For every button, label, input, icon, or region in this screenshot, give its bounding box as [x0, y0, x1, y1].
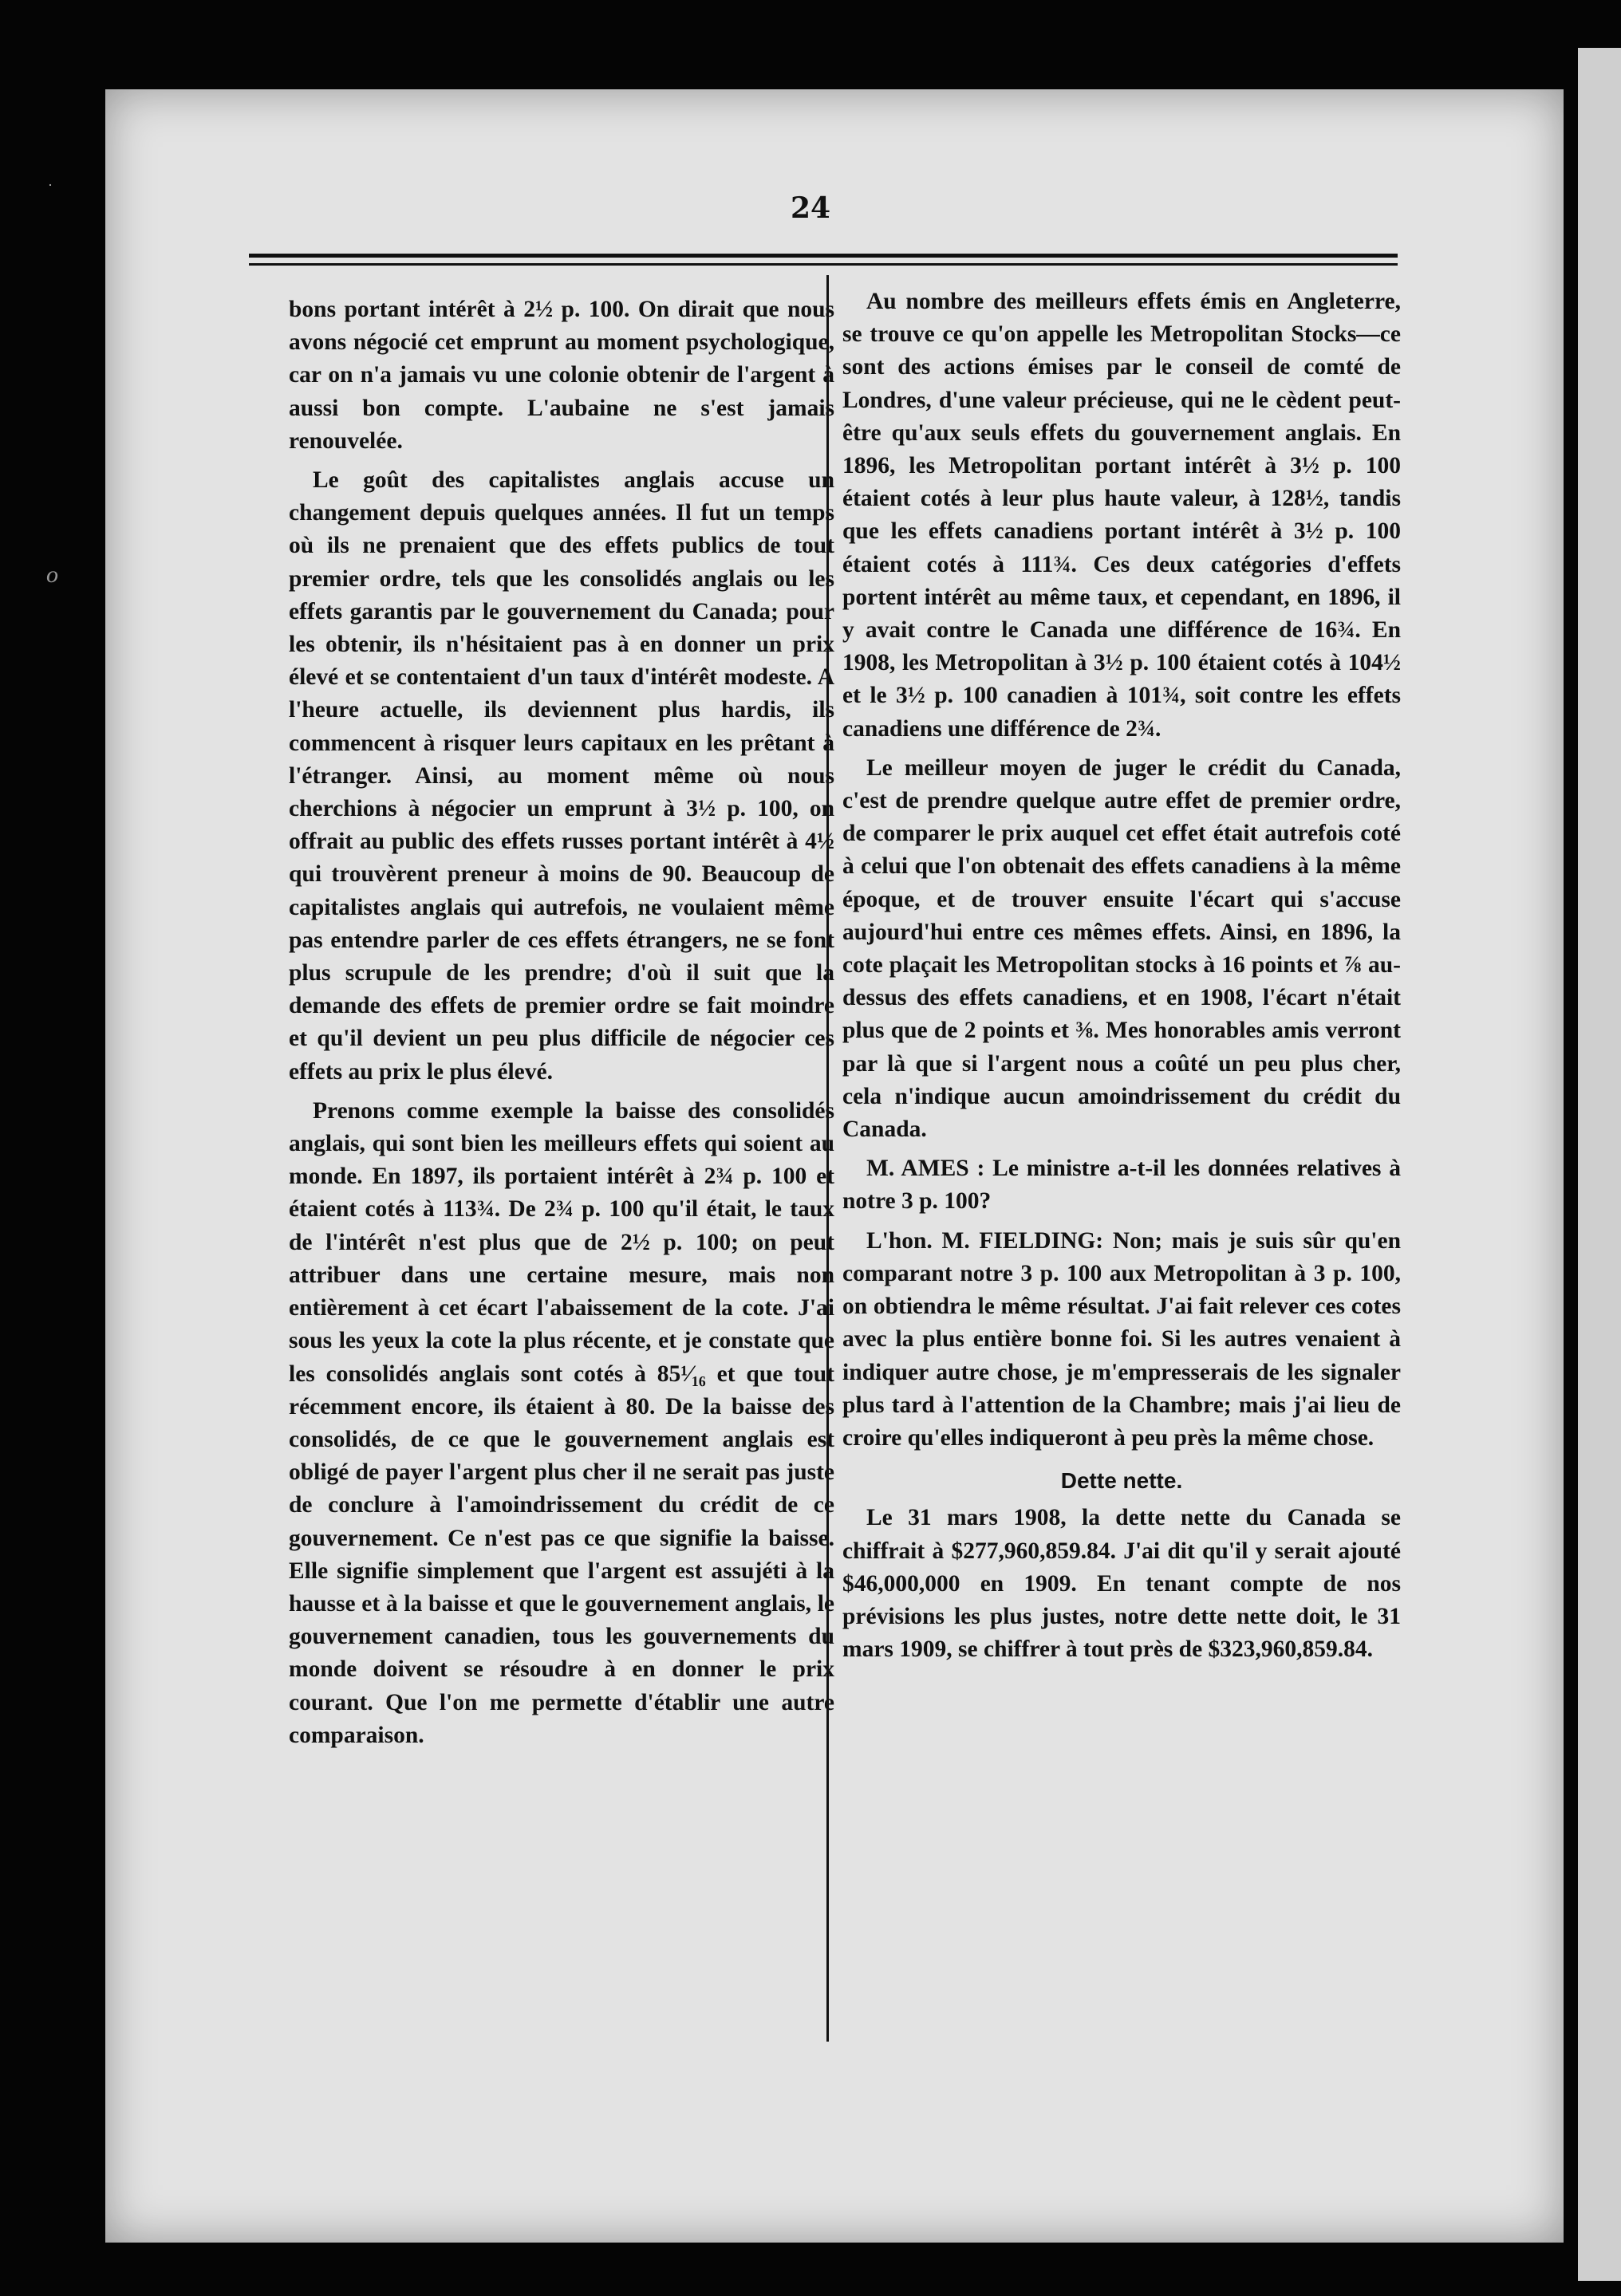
right-column — [842, 286, 1401, 1666]
page-number: 24 — [790, 191, 831, 225]
paragraph: L'hon. M. FIELDING: Non; mais je suis sûr qu'en comparant notre 3 p. 100 aux Metropolitan à 3 p. 100, on obtiendra le même résultat. J'ai fait relever ces cotes avec la plus entière bonne foi. Si les autres venaient à indiquer autre chose, je m'empresserais de les signaler plus tard à l'attention de la Chambre; mais j'ai lieu de croire qu'elles indiqueront à peu près la même chose. — [842, 1227, 1401, 1451]
scan-speck: o — [46, 561, 58, 588]
paragraph: M. AMES : Le ministre a-t-il les données relatives à notre 3 p. 100? — [842, 1156, 1401, 1215]
paragraph: Le meilleur moyen de juger le crédit du Canada, c'est de prendre quelque autre effet de premier ordre, de comparer le prix auquel cet effet était autrefois coté à celui que l'on obtenait des effets canadiens à la même époque, et de trouver ensuite l'écart qui s'accuse aujourd'hui entre ces mêmes effets. Ainsi, en 1896, la cote plaçait les Metropolitan stocks à 16 points et ⅞ au-dessus des effets canadiens, et en 1908, l'écart n'était plus que de 2 points et ⅜. Mes honorables amis verront par là que si l'argent nous a coûté un peu plus cher, cela n'indique aucun amoindrissement du crédit du Canada. — [842, 754, 1401, 1143]
scan-speck: · — [48, 177, 53, 193]
section-heading: Dette nette. — [1060, 1468, 1183, 1494]
paragraph: Le goût des capitalistes anglais accuse un changement depuis quelques années. Il fut un temps où ils ne prenaient que des effets publics de tout premier ordre, tels que les consolidés anglais ou les effets garantis par le gouvernement du Canada; pour les obtenir, ils n'hésitaient pas à en donner un prix élevé et se contentaient d'un taux d'intérêt modeste. A l'heure actuelle, ils deviennent plus hardis, ils commencent à risquer leurs capitaux en les prêtant à l'étranger. Ainsi, au moment même où nous cherchions à négocier un emprunt à 3½ p. 100, on offrait au public des effets russes portant intérêt à 4½ qui trouvèrent preneur à moins de 90. Beaucoup de capitalistes anglais qui autrefois, ne voulaient même pas entendre parler de ces effets étrangers, ne se font plus scrupule de les prendre; d'où il suit que la demande des effets de premier ordre se fait moindre et qu'il devient un peu plus difficile de négocier ces effets au prix le plus élevé. — [289, 467, 834, 1085]
left-column — [289, 293, 834, 1752]
paragraph: Prenons comme exemple la baisse des consolidés anglais, qui sont bien les meilleurs effets qui soient au monde. En 1897, ils portaient intérêt à 2¾ p. 100 et étaient cotés à 113¾. De 2¾ p. 100 qu'il était, le taux de l'intérêt n'est plus que de 2½ p. 100; on peut attribuer dans une certaine mesure, mais non entièrement à cet écart l'abaissement de la cote. J'ai sous les yeux la cote la plus récente, et je constate que les consolidés anglais sont cotés à 85¹⁄₁₆ et que tout récemment encore, ils étaient à 80. De la baisse des consolidés, de ce que le gouvernement anglais est obligé de payer l'argent plus cher il ne serait pas juste de conclure à l'amoindrissement du crédit de ce gouvernement. Ce n'est pas ce que signifie la baisse. Elle signifie simplement que l'argent est assujéti à la hausse et à la baisse et que le gouvernement anglais, le gouvernement canadien, tous les gouvernements du monde doivent se résoudre à en donner le prix courant. Que l'on me permette d'établir une autre comparaison. — [289, 1097, 834, 1748]
paragraph: Le 31 mars 1908, la dette nette du Canada se chiffrait à $277,960,859.84. J'ai dit qu'il y serait ajouté $46,000,000 en 1909. En tenant compte de nos prévisions les plus justes, notre dette nette doit, le 31 mars 1909, se chiffrer à tout près de $323,960,859.84. — [842, 1505, 1401, 1663]
header-rule-bottom — [249, 263, 1398, 266]
header-rule-top — [249, 254, 1398, 258]
paragraph: Au nombre des meilleurs effets émis en Angleterre, se trouve ce qu'on appelle les Metropolitan Stocks—ce sont des actions émises par le conseil de comté de Londres, d'une valeur précieuse, qui ne le cèdent peut-être qu'aux seuls effets du gouvernement anglais. En 1896, les Metropolitan portant intérêt à 3½ p. 100 étaient cotés à leur plus haute valeur, à 128½, tandis que les effets canadiens portant intérêt à 3½ p. 100 étaient cotés à 111¾. Ces deux catégories d'effets portent intérêt au même taux, et cependant, en 1896, il y avait contre le Canada une différence de 16¾. En 1908, les Metropolitan à 3½ p. 100 étaient cotés à 104½ et le 3½ p. 100 canadien à 101¾, soit contre les effets canadiens une différence de 2¾. — [842, 289, 1401, 742]
paragraph: bons portant intérêt à 2½ p. 100. On dirait que nous avons négocié cet emprunt au moment psychologique, car on n'a jamais vu une colonie obtenir de l'argent à aussi bon compte. L'aubaine ne s'est jamais renouvelée. — [289, 297, 834, 454]
